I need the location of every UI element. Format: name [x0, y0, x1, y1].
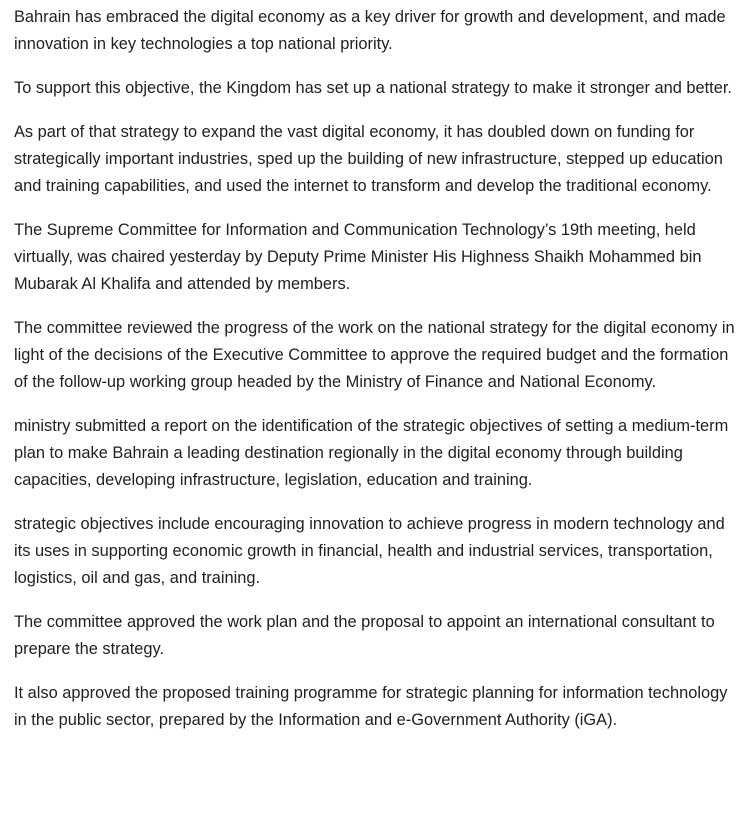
article-paragraph: ministry submitted a report on the identification of the strategic objectives of setting a medium-term plan to make Bahrain a leading destination regionally in the digital economy through building capacities, developing infrastructure, legislation, education and training. [14, 417, 729, 489]
article-paragraph: The committee reviewed the progress of the work on the national strategy for the digital economy in light of the decisions of the Executive Committee to approve the required budget and the formation of the follow-up working group headed by the Ministry of Finance and National Economy. [14, 319, 735, 391]
article-paragraph: To support this objective, the Kingdom has set up a national strategy to make it stronger and better. [14, 79, 732, 97]
article-paragraph: The committee approved the work plan and the proposal to appoint an international consultant to prepare the strategy. [14, 613, 715, 658]
article-paragraph: Bahrain has embraced the digital economy as a key driver for growth and development, and made innovation in key technologies a top national priority. [14, 8, 726, 53]
article-paragraph: As part of that strategy to expand the vast digital economy, it has doubled down on funding for strategically important industries, sped up the building of new infrastructure, stepped up education and training capabilities, and used the internet to transform and develop the traditional economy. [14, 123, 723, 195]
article-body [14, 4, 738, 734]
article-paragraph: strategic objectives include encouraging innovation to achieve progress in modern technology and its uses in supporting economic growth in financial, health and industrial services, transportation, logistics, oil and gas, and training. [14, 515, 725, 587]
article-paragraph: The Supreme Committee for Information and Communication Technology’s 19th meeting, held virtually, was chaired yesterday by Deputy Prime Minister His Highness Shaikh Mohammed bin Mubarak Al Khalifa and attended by members. [14, 221, 702, 293]
article-paragraph: It also approved the proposed training programme for strategic planning for information technology in the public sector, prepared by the Information and e-Government Authority (iGA). [14, 684, 728, 729]
